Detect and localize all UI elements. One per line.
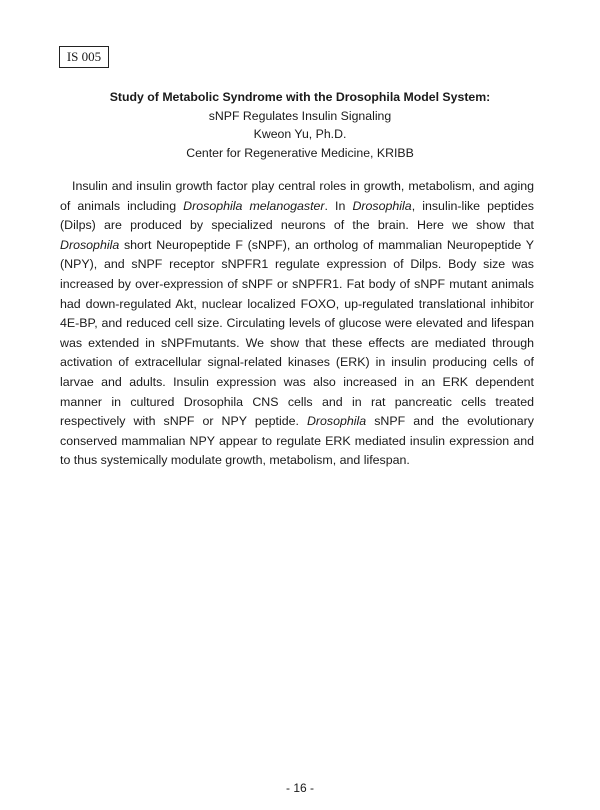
title-line-1: Study of Metabolic Syndrome with the Drosophila Model System: <box>109 90 491 104</box>
abstract-text: short Neuropeptide F (sNPF), an ortholog of mammalian Neuropeptide Y (NPY), and sNPF receptor sNPFR1 regulate expression of Dilps. Body size was increased by over-expression of sNPF or sNPFR1. Fat body of sNPF mutant animals had down-regulated Akt, nuclear localized FOXO, up-regulated translational inhibitor 4E-BP, and reduced cell size. Circulating levels of glucose were elevated and lifespan was extended in sNPFmutants. We show that these effects are mediated through activation of extracellular signal-related kinases (ERK) in insulin producing cells of larvae and adults. Insulin expression was also increased in an ERK dependent manner in cultured Drosophila CNS cells and in rat pancreatic cells treated respectively with sNPF or NPY peptide. <box>60 237 534 429</box>
genus-name: Drosophila <box>306 414 367 429</box>
genus-name: Drosophila <box>60 237 120 252</box>
page-number: - 16 - <box>285 781 314 795</box>
abstract-text: Insulin and insulin growth factor play central roles in growth, metabolism, and aging of animals including <box>60 179 534 213</box>
abstract-text: , insulin-like peptides (Dilps) are produced by specialized neurons of the brain. Here we show that <box>60 198 534 233</box>
abstract-header <box>0 88 600 162</box>
title-line-2: sNPF Regulates Insulin Signaling <box>208 108 392 123</box>
genus-name: Drosophila <box>352 198 412 213</box>
author-name: Kweon Yu, Ph.D. <box>253 127 347 141</box>
abstract-body <box>60 177 534 471</box>
species-name: Drosophila melanogaster <box>183 198 325 213</box>
affiliation: Center for Regenerative Medicine, KRIBB <box>186 145 414 160</box>
abstract-code-box: IS 005 <box>59 46 109 68</box>
abstract-text: . In <box>324 198 353 213</box>
abstract-text: sNPF and the evolutionary conserved mammalian NPY appear to regulate ERK mediated insulin expression and to thus systemically modulate growth, metabolism, and lifespan. <box>60 414 534 468</box>
